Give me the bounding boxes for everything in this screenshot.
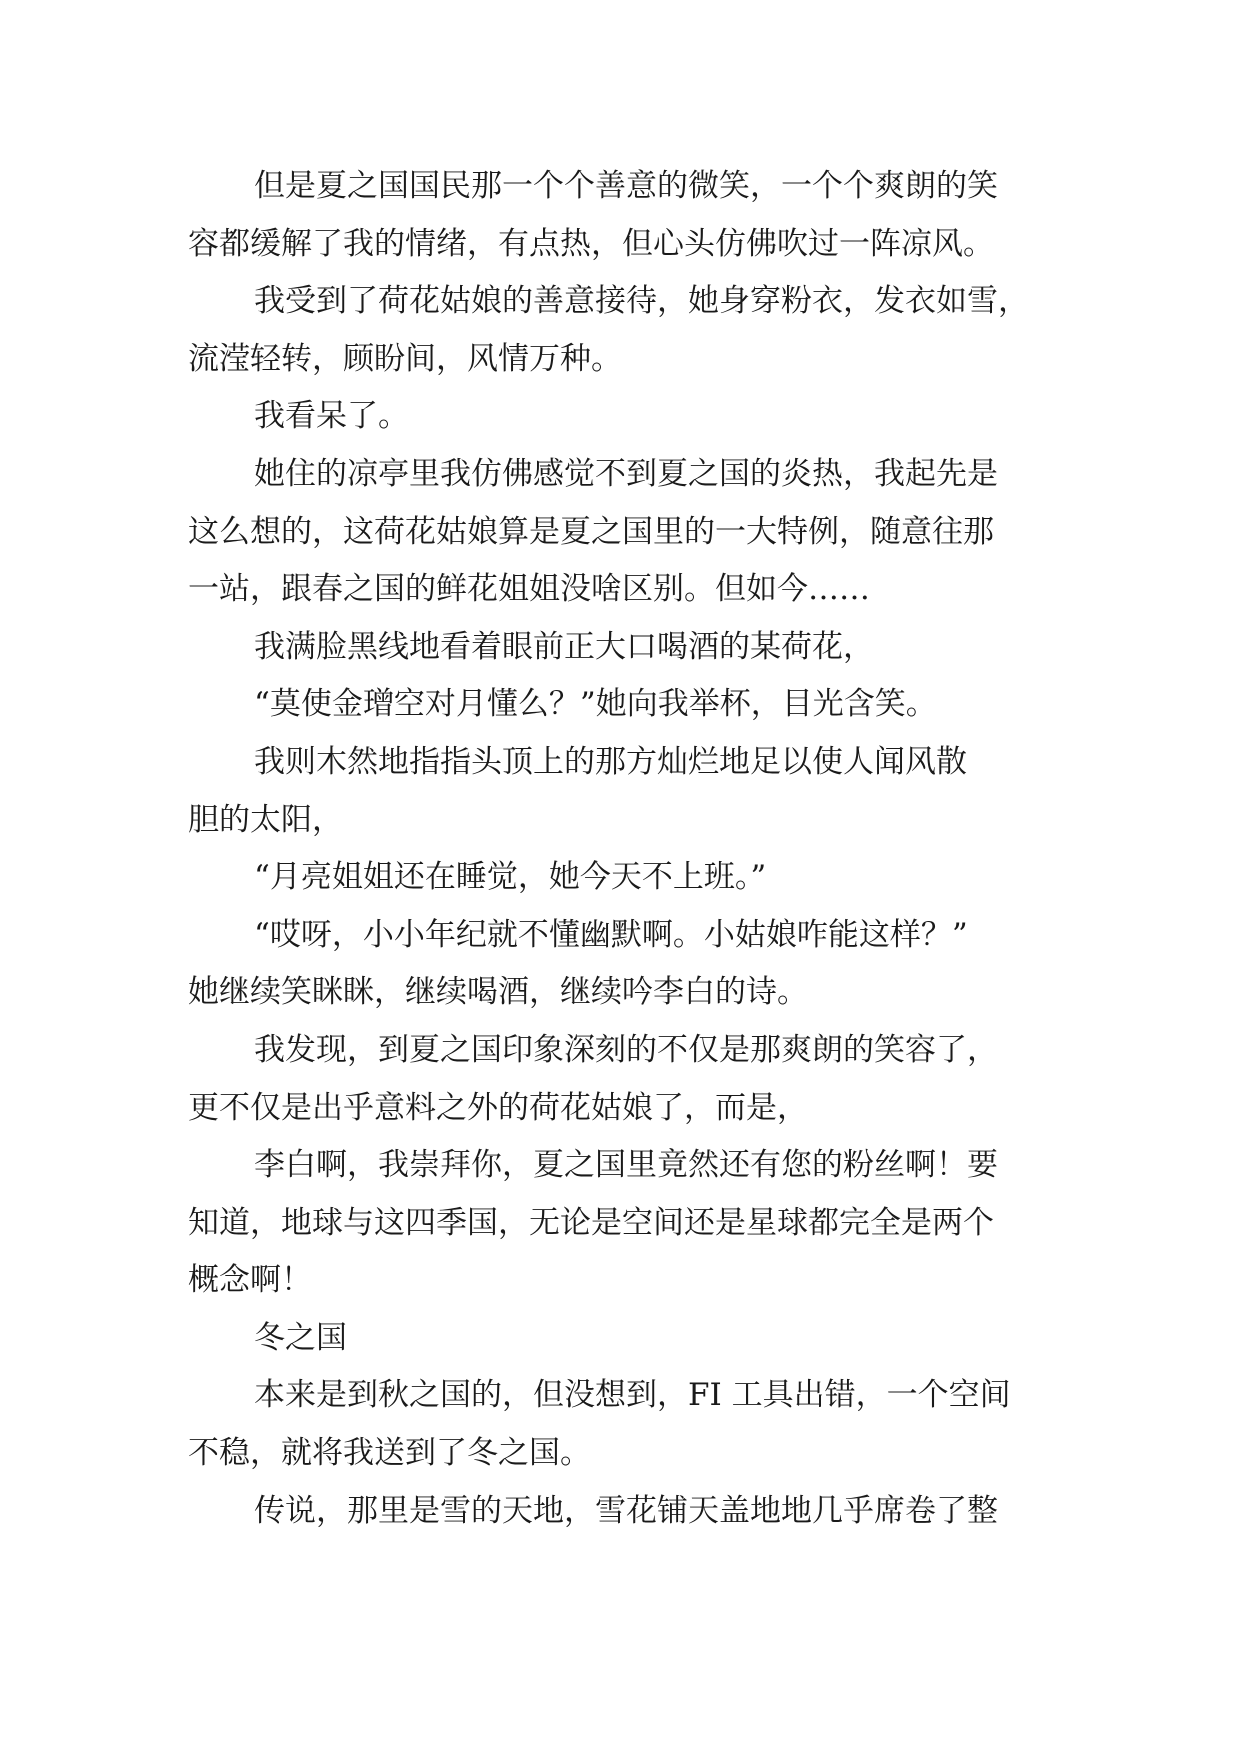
text-line: 流滢轻转，顾盼间，风情万种。 xyxy=(188,340,622,377)
text-line: 本来是到秋之国的，但没想到，FI 工具出错，一个空间 xyxy=(254,1377,1011,1414)
text-line: 更不仅是出乎意料之外的荷花姑娘了，而是， xyxy=(188,1089,808,1126)
text-line: 她继续笑眯眯，继续喝酒，继续吟李白的诗。 xyxy=(188,974,808,1011)
text-line: “月亮姐姐还在睡觉，她今天不上班。” xyxy=(254,859,767,896)
text-line: 概念啊！ xyxy=(188,1262,312,1299)
text-line: 我满脸黑线地看着眼前正大口喝酒的某荷花， xyxy=(254,628,874,665)
text-line: 李白啊，我崇拜你，夏之国里竟然还有您的粉丝啊！要 xyxy=(254,1147,998,1184)
text-line: 我看呆了。 xyxy=(254,398,409,435)
text-line: “哎呀，小小年纪就不懂幽默啊。小姑娘咋能这样？” xyxy=(254,916,968,953)
document-body xyxy=(188,158,1068,1540)
text-line: 我则木然地指指头顶上的那方灿烂地足以使人闻风散 xyxy=(254,743,967,780)
text-line: 知道，地球与这四季国，无论是空间还是星球都完全是两个 xyxy=(188,1204,994,1241)
text-line: 她住的凉亭里我仿佛感觉不到夏之国的炎热，我起先是 xyxy=(254,455,998,492)
text-line: 我发现，到夏之国印象深刻的不仅是那爽朗的笑容了， xyxy=(254,1031,998,1068)
text-line: 不稳，就将我送到了冬之国。 xyxy=(188,1435,591,1472)
section-heading: 冬之国 xyxy=(254,1319,347,1356)
text-line: 容都缓解了我的情绪，有点热，但心头仿佛吹过一阵凉风。 xyxy=(188,225,994,262)
text-line: 胆的太阳， xyxy=(188,801,343,838)
text-line: 但是夏之国国民那一个个善意的微笑，一个个爽朗的笑 xyxy=(254,168,998,204)
text-line: “莫使金璔空对月懂么？”她向我举杯，目光含笑。 xyxy=(254,686,937,723)
text-line: 传说，那里是雪的天地，雪花铺天盖地地几乎席卷了整 xyxy=(254,1492,998,1529)
text-line: 一站，跟春之国的鲜花姐姐没啥区别。但如今…… xyxy=(188,571,870,608)
text-line: 这么想的，这荷花姑娘算是夏之国里的一大特例，随意往那 xyxy=(188,513,994,550)
text-line: 我受到了荷花姑娘的善意接待，她身穿粉衣，发衣如雪， xyxy=(254,283,1029,320)
